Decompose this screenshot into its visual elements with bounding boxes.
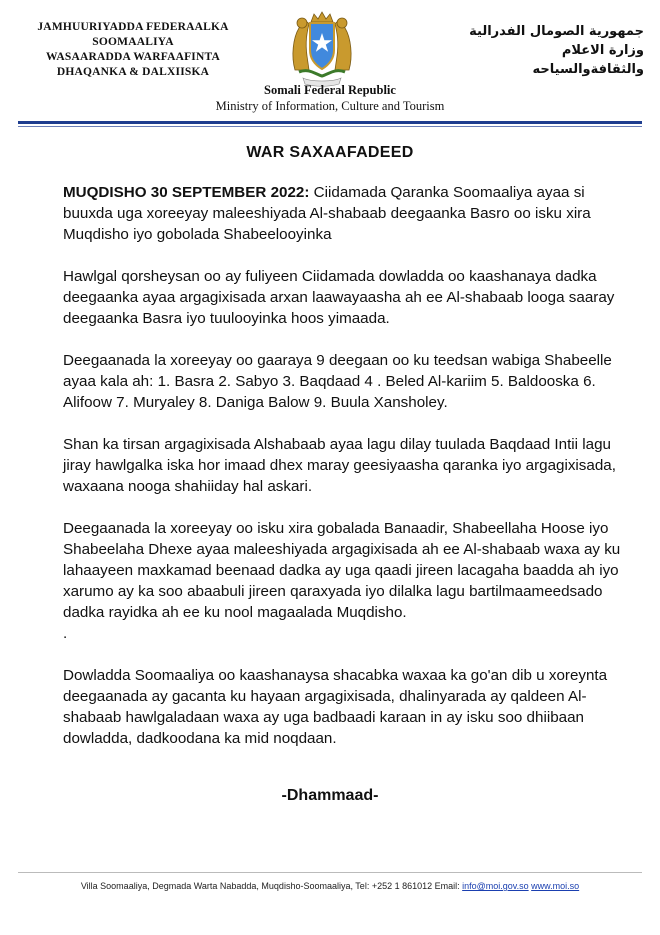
ministry-name: Ministry of Information, Culture and Tourism [215,99,445,113]
letterhead-line: SOOMAALIYA [92,36,174,48]
footer [0,881,660,891]
paragraph: Shan ka tirsan argagixisada Alshabaab ayaa lagu dilay tuulada Baqdaad Intii lagu jiray hawlgalka iska hor imaad dhex maray geesiyaasha qaranka iyo argagixisada, waxaana nooga shahiiday hal askari. [63,436,616,495]
dateline: MUQDISHO 30 SEPTEMBER 2022: [63,184,310,201]
email-link[interactable]: info@moi.gov.so [462,881,529,891]
paragraph: Dowladda Soomaaliya oo kaashanaysa shacabka waxaa ka go'an dib u xoreynta deegaanada ay gacanta ku hayaan argagixisada, dhalinyarada ay qaldeen Al-shabaab hawlgaladaan waxa ay uga badbaadi karaan in ay isku soo dhiibaan dowladda, dadkoodana ka mid noqdaan. [63,667,608,747]
republic-name: Somali Federal Republic [264,83,396,97]
document-title: WAR SAXAAFADEED [246,144,414,161]
paragraph [63,182,623,245]
paragraph: Deegaanada la xoreeyay oo gaaraya 9 deegaan oo ku teedsan wabiga Shabeelle ayaa kala ah: 1. Basra 2. Sabyo 3. Baqdaad 4 . Beled Al-kariim 5. Baldooska 6. Alifoow 7. Muryaley 8. Daniga Balow 9. Buula Xansholey. [63,352,612,411]
header-divider [18,121,642,124]
paragraph: Deegaanada la xoreeyay oo isku xira gobalada Banaadir, Shabeellaha Hoose iyo Shabeelaha Dhexe ayaa maleeshiyada argagixisada ah ee Al-shabaab waxa ay ku lahaayeen maxkamad beenaad dadka ay uga qaadi jireen lacagaha baadda ah iyo xarumo ay ka soo abaabuli jireen qaraxyada iyo dilalka lagu bartilmaameedsado dadka rayidka ah ee ku nool magaalada Muqdisho. [63,520,621,621]
paragraph-text: Ciidamada Qaranka Soomaaliya ayaa si buuxda uga xoreeyay maleeshiyada Al-shabaab deegaanka Basro oo isku xira Muqdisho iyo gobolada Shabeelooyinka [63,184,591,243]
letterhead-line: وزارة الاعلام [561,43,644,58]
header-divider-thin [18,126,642,127]
website-link[interactable]: www.moi.so [531,881,580,891]
letterhead-line: جمهورية الصومال الفدرالية [469,24,644,39]
footer-address: Villa Soomaaliya, Degmada Warta Nabadda, Muqdisho-Soomaaliya, Tel: +252 1 861012 Email: [80,881,463,891]
paragraph: Hawlgal qorsheysan oo ay fuliyeen Ciidamada dowladda oo kaashanaya dadka deegaanka ayaa argagixisada arxan laawayaasha ah ee Al-shabaab looga saaray deegaanka Basra iyo tuulooyinka hoos yimaada. [63,268,615,327]
stray-dot: . [63,625,68,642]
letterhead [0,0,660,130]
coat-of-arms-emblem [289,8,355,88]
letterhead-line: DHAQANKA & DALXIISKA [56,66,210,78]
letterhead-arabic [444,22,644,79]
letterhead-somali [18,20,248,80]
closing-mark: -Dhammaad- [281,787,379,804]
letterhead-line: والثقافةوالسياحه [532,62,644,77]
letterhead-line: JAMHUURIYADDA FEDERAALKA [37,21,229,33]
letterhead-line: WASAARADDA WARFAAFINTA [45,51,221,63]
footer-divider [18,872,642,873]
letterhead-center [150,83,510,115]
press-release-body [63,182,623,770]
